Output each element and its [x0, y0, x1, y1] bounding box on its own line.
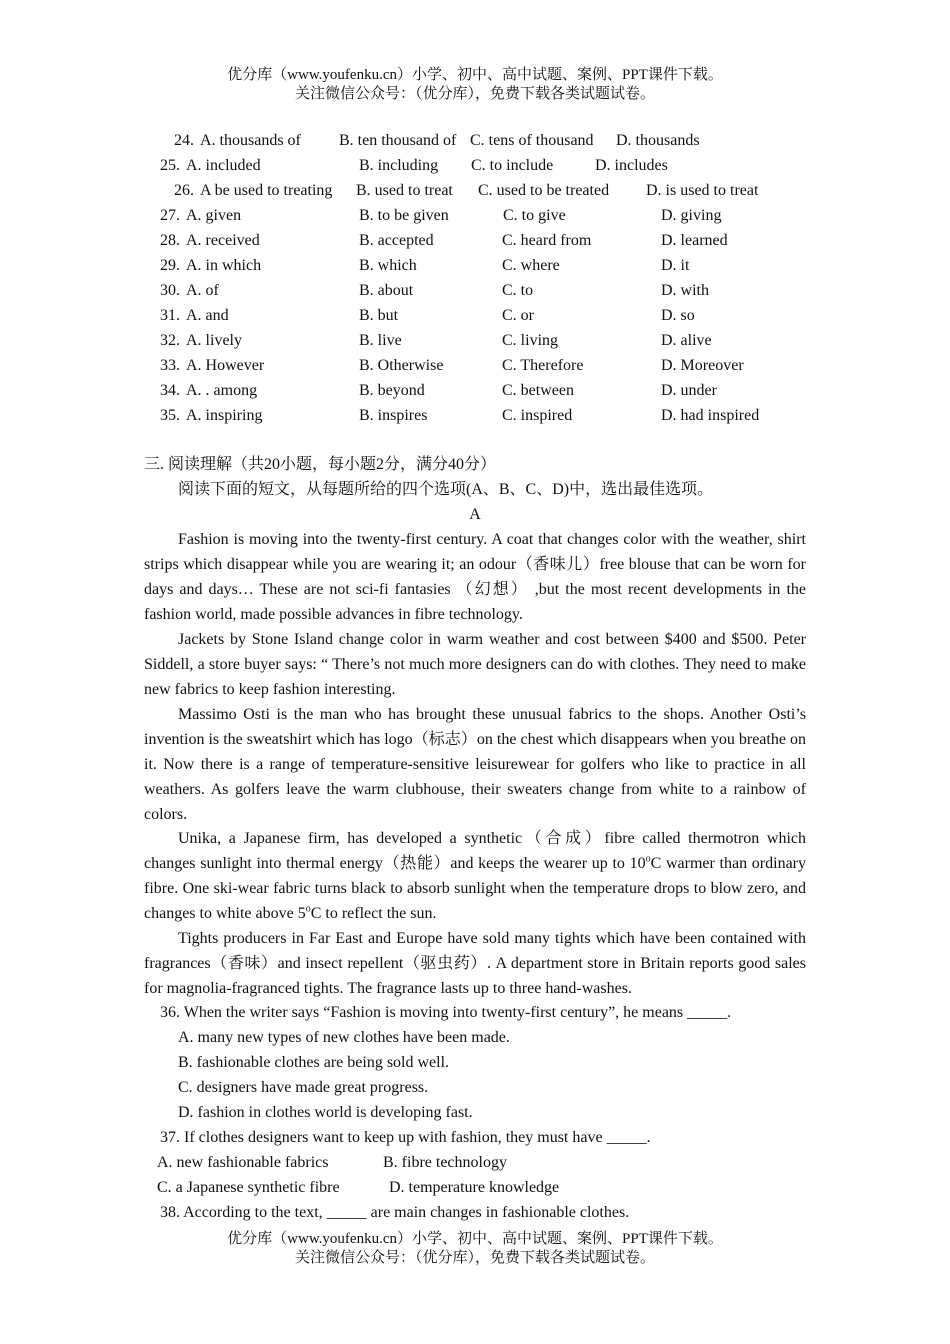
option-c: C. tens of thousand: [470, 132, 594, 149]
question-37-option-a: A. new fashionable fabrics: [157, 1154, 329, 1171]
paragraph-4-text-a: Unika, a Japanese firm, has developed a synthetic（合成）fibre called thermotron which changes sunlight into thermal energy（热能）and keeps the wearer up to 10: [144, 830, 806, 872]
option-c: C. where: [502, 257, 560, 274]
option-d: D. had inspired: [661, 407, 760, 424]
section-instruction: 阅读下面的短文，从每题所给的四个选项(A、B、C、D)中，选出最佳选项。: [178, 481, 714, 498]
option-a: A. included: [186, 157, 261, 174]
question-number: 31.: [160, 307, 180, 324]
option-c: C. to: [502, 282, 534, 299]
option-a: A. received: [186, 232, 260, 249]
question-37: 37. If clothes designers want to keep up with fashion, they must have _____.: [160, 1129, 651, 1146]
paragraph-4-text-c: C to reflect the sun.: [310, 905, 437, 922]
option-row-33: [160, 353, 800, 378]
option-row-25: [160, 153, 800, 178]
option-c: C. between: [502, 382, 574, 399]
passage-paragraph-5: Tights producers in Far East and Europe have sold many tights which have been contained with fragrances（香味）and insect repellent（驱虫药）. A department store in Britain reports good sales for magnolia-fragranced tights. The fragrance lasts up to three hand-washes.: [144, 930, 806, 997]
passage-label: A: [469, 506, 481, 523]
question-number: 30.: [160, 282, 180, 299]
degree-mark: o: [645, 853, 651, 865]
section-heading: 三. 阅读理解（共20小题，每小题2分，满分40分）: [144, 456, 497, 473]
option-c: C. or: [502, 307, 534, 324]
option-c: C. living: [502, 332, 559, 349]
footer-line-2: 关注微信公众号：（优分库），免费下载各类试题试卷。: [294, 1250, 655, 1266]
option-d: D. under: [661, 382, 717, 399]
question-38: 38. According to the text, _____ are main changes in fashionable clothes.: [160, 1204, 630, 1221]
option-b: B. which: [359, 257, 417, 274]
option-d: D. so: [661, 307, 695, 324]
question-36-option-c: C. designers have made great progress.: [178, 1079, 429, 1096]
question-37-option-d: D. temperature knowledge: [389, 1179, 560, 1196]
question-37-option-b: B. fibre technology: [383, 1154, 507, 1171]
option-c: C. heard from: [502, 232, 592, 249]
option-c: C. to include: [471, 157, 554, 174]
passage-paragraph-1: Fashion is moving into the twenty-first century. A coat that changes color with the weather, shirt strips which disappear while you are wearing it; an odour（香味儿）free blouse that can be worn for days and days… These are not sci-fi fantasies （幻想） ,but the most recent developments in the fashion world, made possible advances in fibre technology.: [144, 531, 806, 623]
header-line-1: 优分库（www.youfenku.cn）小学、初中、高中试题、案例、PPT课件下载。: [227, 67, 723, 83]
option-c: C. Therefore: [502, 357, 584, 374]
option-row-35: [160, 403, 800, 428]
question-number: 33.: [160, 357, 180, 374]
option-c: C. inspired: [502, 407, 573, 424]
option-a: A. and: [186, 307, 229, 324]
option-c: C. to give: [503, 207, 566, 224]
option-a: A. . among: [186, 382, 258, 399]
passage-paragraph-3: Massimo Osti is the man who has brought these unusual fabrics to the shops. Another Osti’s invention is the sweatshirt which has logo（标志）on the chest which disappears when you breathe on it. Now there is a range of temperature-sensitive leisurewear for golfers who like to practice in all weathers. As golfers leave the warm clubhouse, their sweaters change from white to a rainbow of colors.: [144, 706, 806, 823]
option-a: A. of: [186, 282, 219, 299]
question-37-option-c: C. a Japanese synthetic fibre: [157, 1179, 340, 1196]
option-b: B. Otherwise: [359, 357, 444, 374]
option-b: B. accepted: [359, 232, 434, 249]
option-d: D. alive: [661, 332, 712, 349]
question-number: 32.: [160, 332, 180, 349]
question-number: 27.: [160, 207, 180, 224]
option-row-26: [174, 178, 814, 203]
option-d: D. thousands: [616, 132, 700, 149]
option-a: A. given: [186, 207, 242, 224]
option-row-28: [160, 228, 800, 253]
option-a: A. in which: [186, 257, 262, 274]
question-number: 24.: [174, 132, 194, 149]
header-line-2: 关注微信公众号：（优分库），免费下载各类试题试卷。: [294, 86, 655, 102]
question-number: 35.: [160, 407, 180, 424]
option-b: B. including: [359, 157, 439, 174]
option-d: D. it: [661, 257, 690, 274]
option-a: A. lively: [186, 332, 242, 349]
option-d: D. is used to treat: [646, 182, 759, 199]
question-36-option-d: D. fashion in clothes world is developing fast.: [178, 1104, 473, 1121]
option-d: D. Moreover: [661, 357, 744, 374]
option-d: D. learned: [661, 232, 728, 249]
paragraph-4-text-b: C warmer than ordinary fibre. One ski-wear fabric turns black to absorb sunlight when the temperature drops to blow zero, and changes to white above 5: [144, 855, 807, 922]
option-b: B. about: [359, 282, 414, 299]
question-number: 25.: [160, 157, 180, 174]
passage-paragraph-2: Jackets by Stone Island change color in warm weather and cost between $400 and $500. Peter Siddell, a store buyer says: “ There’s not much more designers can do with clothes. They need to make new fabrics to keep fashion interesting.: [144, 631, 806, 698]
page-footer: [0, 1230, 950, 1268]
option-d: D. giving: [661, 207, 722, 224]
option-b: B. but: [359, 307, 399, 324]
option-row-27: [160, 203, 800, 228]
option-b: B. live: [359, 332, 402, 349]
question-36-option-b: B. fashionable clothes are being sold well.: [178, 1054, 450, 1071]
page-header: [0, 66, 950, 104]
footer-line-1: 优分库（www.youfenku.cn）小学、初中、高中试题、案例、PPT课件下载。: [227, 1231, 723, 1247]
question-number: 26.: [174, 182, 194, 199]
option-c: C. used to be treated: [478, 182, 610, 199]
option-b: B. to be given: [359, 207, 449, 224]
option-a: A be used to treating: [200, 182, 333, 199]
option-row-30: [160, 278, 800, 303]
option-row-32: [160, 328, 800, 353]
question-number: 34.: [160, 382, 180, 399]
option-row-31: [160, 303, 800, 328]
option-b: B. beyond: [359, 382, 425, 399]
degree-mark: o: [305, 903, 311, 915]
option-row-29: [160, 253, 800, 278]
question-number: 28.: [160, 232, 180, 249]
option-b: B. used to treat: [356, 182, 453, 199]
option-a: A. However: [186, 357, 265, 374]
option-b: B. inspires: [359, 407, 428, 424]
option-d: D. with: [661, 282, 709, 299]
passage-paragraph-4: [144, 826, 806, 926]
option-row-34: [160, 378, 800, 403]
option-b: B. ten thousand of: [339, 132, 457, 149]
question-36: 36. When the writer says “Fashion is moving into twenty-first century”, he means _____.: [160, 1004, 732, 1021]
question-number: 29.: [160, 257, 180, 274]
option-d: D. includes: [595, 157, 668, 174]
option-row-24: [174, 128, 814, 153]
option-a: A. inspiring: [186, 407, 263, 424]
option-a: A. thousands of: [200, 132, 301, 149]
question-36-option-a: A. many new types of new clothes have been made.: [178, 1029, 510, 1046]
